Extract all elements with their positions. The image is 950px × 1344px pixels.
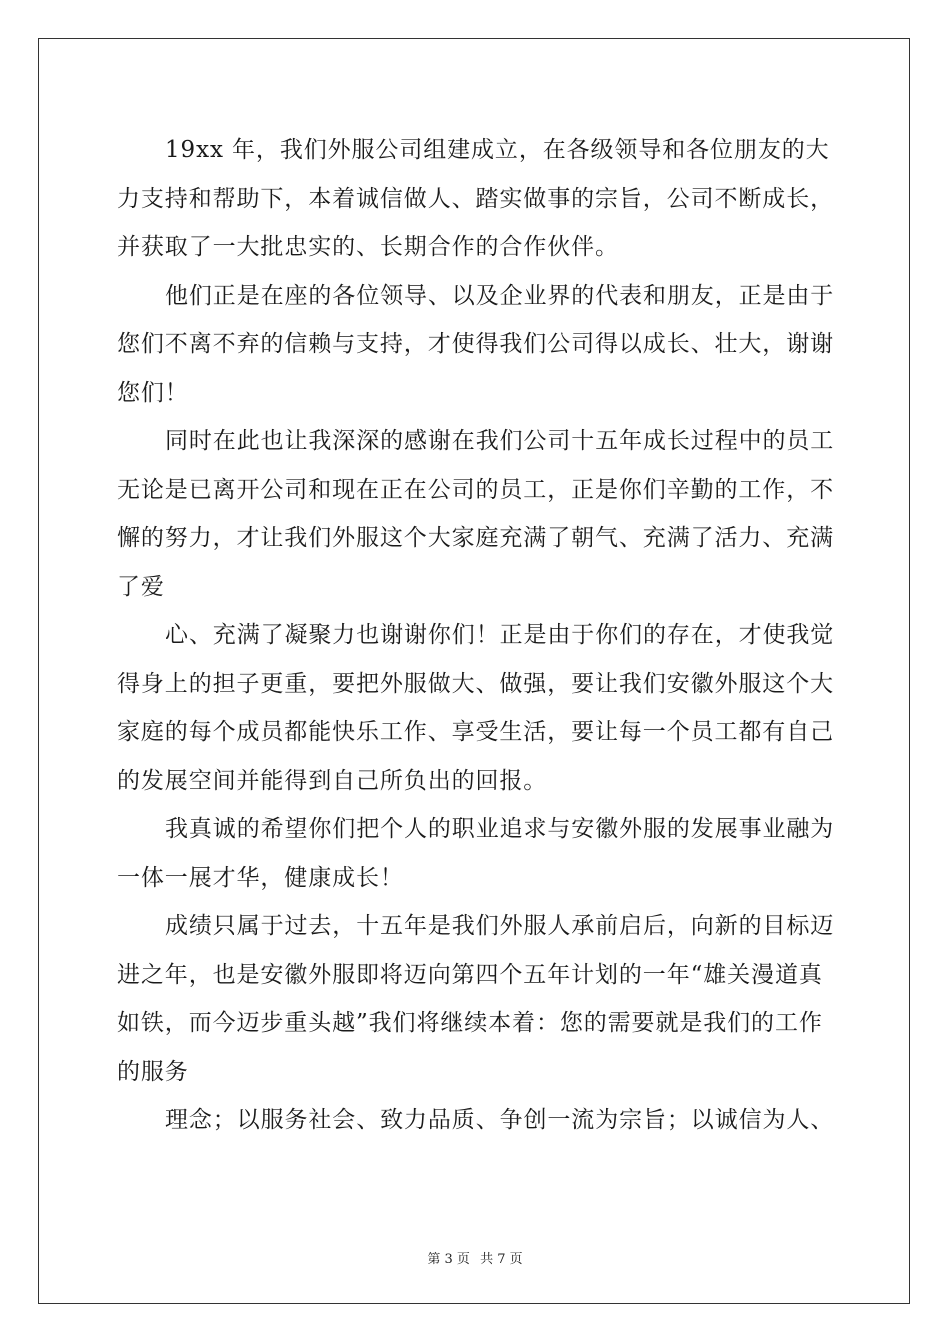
text-line: 19xx 年，我们外服公司组建成立，在各级领导和各位朋友的大: [165, 137, 830, 163]
text-line: 进之年，也是安徽外服即将迈向第四个五年计划的一年“雄关漫道真: [117, 961, 823, 988]
text-line: 他们正是在座的各位领导、以及企业界的代表和朋友，正是由于: [165, 282, 835, 309]
total-pages: 共 7 页: [480, 1252, 523, 1267]
text-line: 理念；以服务社会、致力品质、争创一流为宗旨；以诚信为人、: [165, 1107, 835, 1133]
text-line: 懈的努力，才让我们外服这个大家庭充满了朝气、充满了活力、充满: [117, 525, 834, 551]
text-line: 家庭的每个成员都能快乐工作、享受生活，要让每一个员工都有自己: [117, 719, 834, 745]
text-line: 心、充满了凝聚力也谢谢你们！正是由于你们的存在，才使我觉: [165, 622, 835, 648]
text-line: 的发展空间并能得到自己所负出的回报。: [117, 767, 548, 794]
page-footer: [0, 1248, 950, 1267]
text-line: 您们！: [117, 379, 189, 406]
text-line: 如铁，而今迈步重头越”我们将继续本着：您的需要就是我们的工作: [117, 1010, 823, 1036]
text-line: 得身上的担子更重，要把外服做大、做强，要让我们安徽外服这个大: [117, 670, 834, 697]
text-line: 的服务: [117, 1058, 189, 1085]
document-body: [117, 126, 835, 1145]
text-line: 无论是已离开公司和现在正在公司的员工，正是你们辛勤的工作，不: [117, 476, 834, 503]
text-line: 您们不离不弃的信赖与支持，才使得我们公司得以成长、壮大，谢谢: [117, 331, 834, 357]
page-number: 第 3 页: [427, 1252, 470, 1267]
text-line: 我真诚的希望你们把个人的职业追求与安徽外服的发展事业融为: [165, 816, 835, 842]
text-line: 了爱: [117, 573, 165, 600]
text-line: 成绩只属于过去，十五年是我们外服人承前启后，向新的目标迈: [165, 913, 835, 939]
text-line: 一体一展才华，健康成长！: [117, 864, 404, 891]
text-line: 同时在此也让我深深的感谢在我们公司十五年成长过程中的员工: [165, 428, 835, 454]
text-line: 力支持和帮助下，本着诚信做人、踏实做事的宗旨，公司不断成长，: [117, 185, 834, 212]
text-line: 并获取了一大批忠实的、长期合作的合作伙伴。: [117, 234, 619, 260]
